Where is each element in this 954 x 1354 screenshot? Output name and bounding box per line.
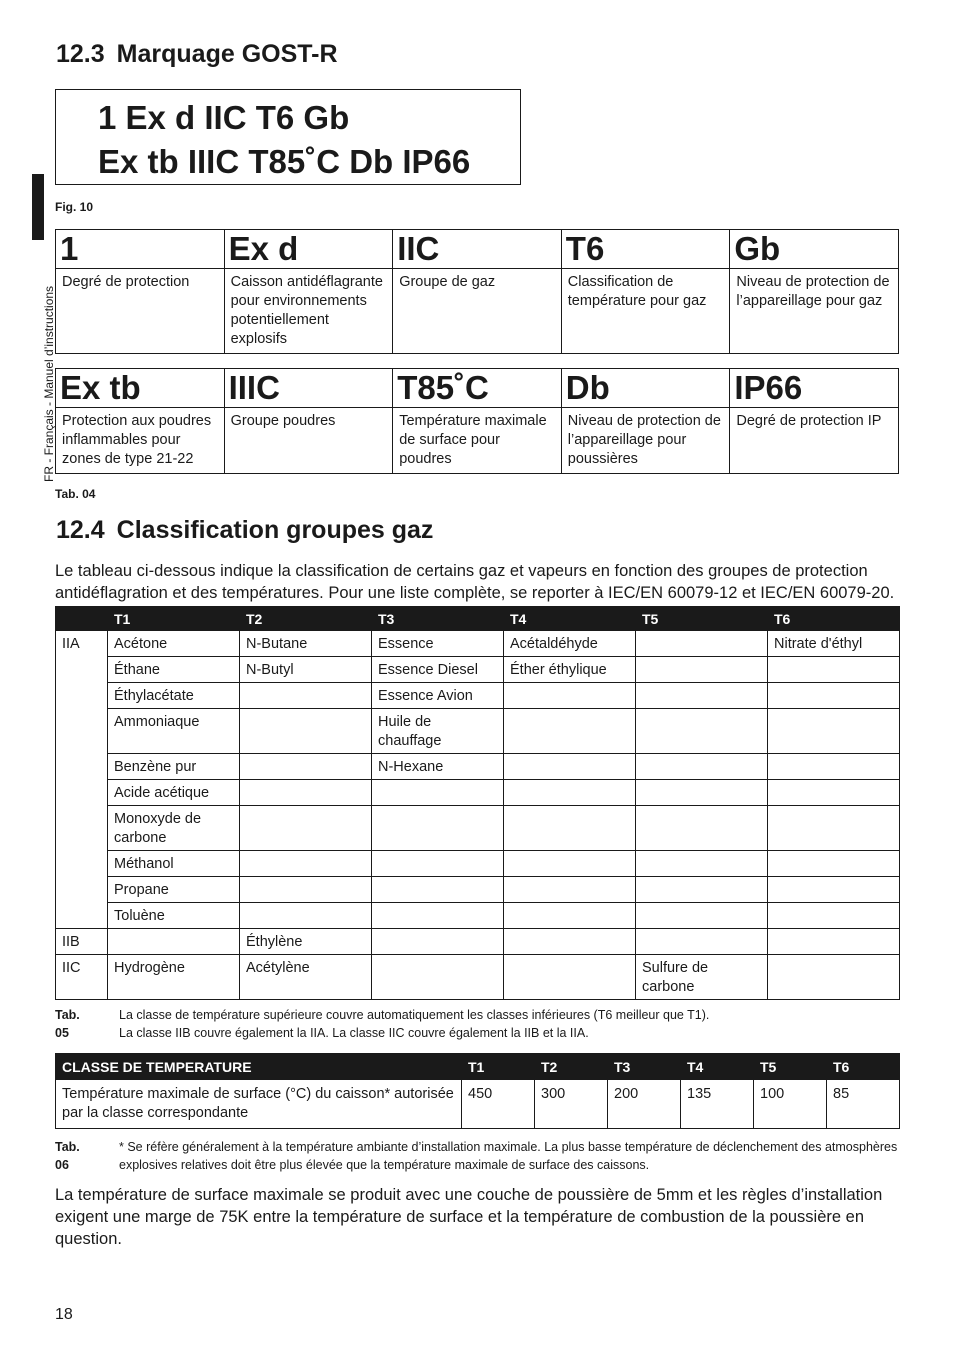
header-cell: T2 (535, 1054, 608, 1080)
table-cell: 200 (608, 1080, 681, 1129)
section-12-4-heading (56, 516, 433, 545)
table-cell: Éther éthylique (504, 657, 636, 683)
temperature-class-table (55, 1053, 900, 1129)
table-cell (504, 806, 636, 851)
table-row (56, 877, 900, 903)
gas-group-label: IIA (56, 631, 108, 929)
table-cell: 85 (827, 1080, 900, 1129)
intro-paragraph: Le tableau ci-dessous indique la classification de certains gaz et vapeurs en fonction des groupes de protection antidéflagration et des températures. Pour une liste complète, se reporter à IEC/EN 60079-12 et IEC/EN 60079-20. (55, 562, 895, 602)
table-cell (240, 754, 372, 780)
table-cell (768, 903, 900, 929)
header-cell: T1 (108, 607, 240, 631)
table-cell (636, 754, 768, 780)
code-cell: T85˚C (393, 369, 562, 408)
table-cell: Toluène (108, 903, 240, 929)
table-cell (768, 709, 900, 754)
header-cell: CLASSE DE TEMPERATURE (56, 1054, 462, 1080)
section-title: Marquage GOST-R (116, 40, 338, 68)
table-cell (372, 877, 504, 903)
table-cell: Température maximale de surface (°C) du caisson* autorisée par la classe correspondante (56, 1080, 462, 1129)
table-cell (768, 683, 900, 709)
table-cell: Acétone (108, 631, 240, 657)
table-row (56, 903, 900, 929)
table-cell (504, 683, 636, 709)
table-row (56, 683, 900, 709)
table-cell: Éthane (108, 657, 240, 683)
header-cell: T5 (636, 607, 768, 631)
table-cell: Essence (372, 631, 504, 657)
table-cell (240, 806, 372, 851)
marking-line-2: Ex tb IIIC T85˚C Db IP66 (98, 143, 471, 180)
table-cell (636, 631, 768, 657)
table-cell: Acétylène (240, 955, 372, 1000)
gas-group-label: IIB (56, 929, 108, 955)
table-cell: Essence Avion (372, 683, 504, 709)
side-language-label: FR - Français - Manuel d’instructions (42, 285, 56, 482)
table-cell (372, 780, 504, 806)
table-cell: Éthylène (240, 929, 372, 955)
code-row (56, 230, 899, 269)
table-cell (768, 806, 900, 851)
desc-row (56, 269, 899, 354)
table-cell (768, 780, 900, 806)
table-cell: Huile de chauffage (372, 709, 504, 754)
code-cell: T6 (561, 230, 730, 269)
table-cell (240, 780, 372, 806)
table-row (56, 1080, 900, 1129)
table-cell: Méthanol (108, 851, 240, 877)
table-cell (240, 851, 372, 877)
desc-cell: Groupe poudres (224, 408, 393, 474)
header-cell: T5 (754, 1054, 827, 1080)
table-row (56, 955, 900, 1000)
tab05-line-1: La classe de température supérieure couvre automatiquement les classes inférieures (T6 meilleur que T1). (119, 1008, 710, 1022)
tab05-label: Tab. 05 (55, 1008, 80, 1040)
table-cell (504, 955, 636, 1000)
table-cell (504, 877, 636, 903)
desc-cell: Degré de protection IP (730, 408, 899, 474)
header-cell: T6 (768, 607, 900, 631)
table-row (56, 657, 900, 683)
table-cell (768, 929, 900, 955)
table-cell (636, 709, 768, 754)
table-cell (768, 955, 900, 1000)
desc-cell: Température maximale de surface pour poudres (393, 408, 562, 474)
desc-cell: Degré de protection (56, 269, 225, 354)
header-cell: T6 (827, 1054, 900, 1080)
table-cell (372, 851, 504, 877)
code-row (56, 369, 899, 408)
table-row (56, 631, 900, 657)
section-12-3-heading (56, 40, 338, 69)
fig-caption: Fig. 10 (55, 200, 94, 214)
table-cell (240, 709, 372, 754)
table-cell: Nitrate d'éthyl (768, 631, 900, 657)
header-cell: T3 (608, 1054, 681, 1080)
table-cell: N-Butyl (240, 657, 372, 683)
section-title: Classification groupes gaz (116, 516, 434, 544)
table-row (56, 709, 900, 754)
table-cell (636, 903, 768, 929)
side-tab-marker (32, 174, 44, 240)
desc-cell: Classification de température pour gaz (561, 269, 730, 354)
code-cell: Gb (730, 230, 899, 269)
tab05-line-2: La classe IIB couvre également la IIA. La classe IIC couvre également la IIB et la IIA. (119, 1026, 589, 1040)
table-cell (636, 657, 768, 683)
table-cell (504, 851, 636, 877)
code-cell: IIC (393, 230, 562, 269)
table-cell (636, 929, 768, 955)
table-cell (636, 683, 768, 709)
table-cell (768, 657, 900, 683)
table-cell (768, 877, 900, 903)
header-cell: T4 (681, 1054, 754, 1080)
table-cell (372, 955, 504, 1000)
table-cell (504, 754, 636, 780)
closing-paragraph: La température de surface maximale se produit avec une couche de poussière de 5mm et les règles d’installation exigent une marge de 75K entre la température de surface et la température de combustion de la poussière en question. (55, 1186, 883, 1248)
table-cell (240, 877, 372, 903)
table-cell: Ammoniaque (108, 709, 240, 754)
table-cell (108, 929, 240, 955)
table-row (56, 806, 900, 851)
table-cell: Benzène pur (108, 754, 240, 780)
tab06-text: * Se réfère généralement à la température ambiante d’installation maximale. La plus basse température de déclenchement des atmosphères explosives relatives doit être plus élevée que la température maximale de surface des caissons. (119, 1140, 898, 1172)
tab04-caption: Tab. 04 (55, 487, 96, 501)
table-cell (240, 903, 372, 929)
table-cell: 135 (681, 1080, 754, 1129)
table-cell: N-Butane (240, 631, 372, 657)
header-cell (56, 607, 108, 631)
table-cell: 450 (462, 1080, 535, 1129)
gas-group-table (55, 606, 900, 1000)
marking-line-1: 1 Ex d IIC T6 Gb (98, 99, 350, 136)
table-cell (504, 780, 636, 806)
table-cell: Propane (108, 877, 240, 903)
table-cell (636, 877, 768, 903)
page-number: 18 (55, 1306, 73, 1323)
section-number: 12.3 (56, 40, 105, 68)
desc-cell: Niveau de protection de l’appareillage pour poussières (561, 408, 730, 474)
code-cell: Ex tb (56, 369, 225, 408)
table-cell (504, 929, 636, 955)
marking-box (55, 89, 521, 185)
desc-cell: Groupe de gaz (393, 269, 562, 354)
desc-row (56, 408, 899, 474)
header-cell: T3 (372, 607, 504, 631)
table-cell: Sulfure de carbone (636, 955, 768, 1000)
table-cell (636, 806, 768, 851)
section-number: 12.4 (56, 516, 105, 544)
temp-table-header (56, 1054, 900, 1080)
table-row (56, 754, 900, 780)
code-cell: 1 (56, 230, 225, 269)
code-cell: IP66 (730, 369, 899, 408)
header-cell: T1 (462, 1054, 535, 1080)
table-cell (768, 754, 900, 780)
gas-table-header (56, 607, 900, 631)
table-cell (636, 780, 768, 806)
table-cell: Acétaldéhyde (504, 631, 636, 657)
table-row (56, 851, 900, 877)
desc-cell: Caisson antidéflagrante pour environnements potentiellement explosifs (224, 269, 393, 354)
table-cell: Essence Diesel (372, 657, 504, 683)
code-table-2 (55, 368, 899, 474)
table-cell: N-Hexane (372, 754, 504, 780)
table-cell (372, 903, 504, 929)
table-cell (504, 709, 636, 754)
gas-group-label: IIC (56, 955, 108, 1000)
header-cell: T2 (240, 607, 372, 631)
table-row (56, 780, 900, 806)
table-cell (768, 851, 900, 877)
tab06-label: Tab. 06 (55, 1140, 80, 1172)
code-table-1 (55, 229, 899, 354)
table-cell (372, 929, 504, 955)
table-cell: 100 (754, 1080, 827, 1129)
desc-cell: Protection aux poudres inflammables pour zones de type 21-22 (56, 408, 225, 474)
table-cell: Éthylacétate (108, 683, 240, 709)
code-cell: IIIC (224, 369, 393, 408)
table-cell (504, 903, 636, 929)
desc-cell: Niveau de protection de l’appareillage pour gaz (730, 269, 899, 354)
table-cell (636, 851, 768, 877)
table-cell: Hydrogène (108, 955, 240, 1000)
header-cell: T4 (504, 607, 636, 631)
table-cell: Monoxyde de carbone (108, 806, 240, 851)
table-cell: Acide acétique (108, 780, 240, 806)
table-cell: 300 (535, 1080, 608, 1129)
table-cell (372, 806, 504, 851)
code-cell: Db (561, 369, 730, 408)
table-cell (240, 683, 372, 709)
table-row (56, 929, 900, 955)
code-cell: Ex d (224, 230, 393, 269)
